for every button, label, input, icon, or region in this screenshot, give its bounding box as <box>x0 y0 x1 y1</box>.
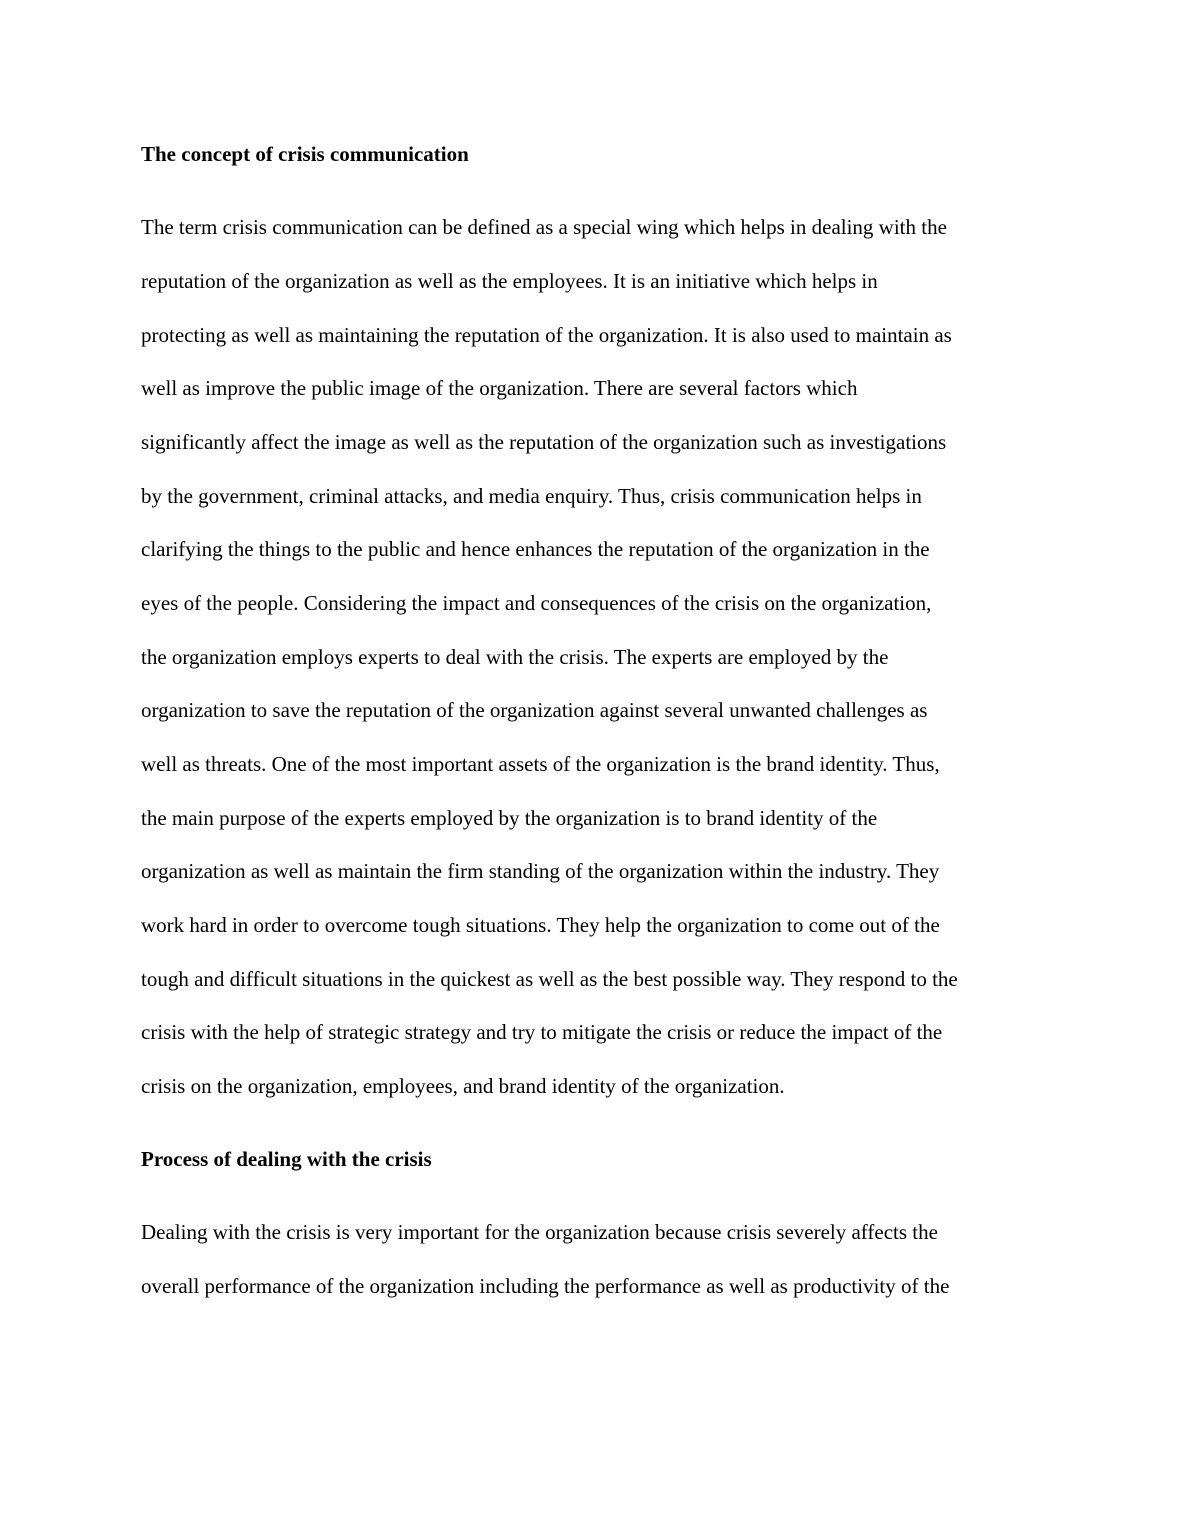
paragraph-line: the main purpose of the experts employed by the organization is to brand identity of the <box>141 806 878 830</box>
paragraph-line: well as improve the public image of the organization. There are several factors which <box>141 376 858 400</box>
paragraph-line: clarifying the things to the public and hence enhances the reputation of the organization in the <box>141 537 930 561</box>
paragraph-line: organization to save the reputation of the organization against several unwanted challenges as <box>141 698 928 722</box>
paragraph-line: significantly affect the image as well as the reputation of the organization such as investigations <box>141 430 947 454</box>
paragraph-line: eyes of the people. Considering the impact and consequences of the crisis on the organization, <box>141 591 932 615</box>
paragraph-line: The term crisis communication can be defined as a special wing which helps in dealing with the <box>141 215 947 239</box>
paragraph-line: crisis with the help of strategic strategy and try to mitigate the crisis or reduce the impact of the <box>141 1020 943 1044</box>
paragraph-line: the organization employs experts to deal with the crisis. The experts are employed by the <box>141 645 889 669</box>
paragraph-line: overall performance of the organization including the performance as well as productivity of the <box>141 1274 950 1298</box>
paragraph-line: by the government, criminal attacks, and media enquiry. Thus, crisis communication helps in <box>141 484 922 508</box>
paragraph-line: well as threats. One of the most important assets of the organization is the brand identity. Thus, <box>141 752 940 776</box>
paragraph-line: tough and difficult situations in the quickest as well as the best possible way. They respond to the <box>141 967 958 991</box>
paragraph-line: Dealing with the crisis is very important for the organization because crisis severely affects the <box>141 1220 938 1244</box>
paragraph-line: reputation of the organization as well as the employees. It is an initiative which helps in <box>141 269 878 293</box>
paragraph-line: protecting as well as maintaining the reputation of the organization. It is also used to maintain as <box>141 323 952 347</box>
paragraph-line: work hard in order to overcome tough situations. They help the organization to come out of the <box>141 913 940 937</box>
section-heading-dealing-with-crisis: Process of dealing with the crisis <box>141 1147 432 1171</box>
paragraph-line: organization as well as maintain the firm standing of the organization within the industry. They <box>141 859 940 883</box>
paragraph-line: crisis on the organization, employees, and brand identity of the organization. <box>141 1074 785 1098</box>
section-heading-crisis-communication: The concept of crisis communication <box>141 142 469 166</box>
